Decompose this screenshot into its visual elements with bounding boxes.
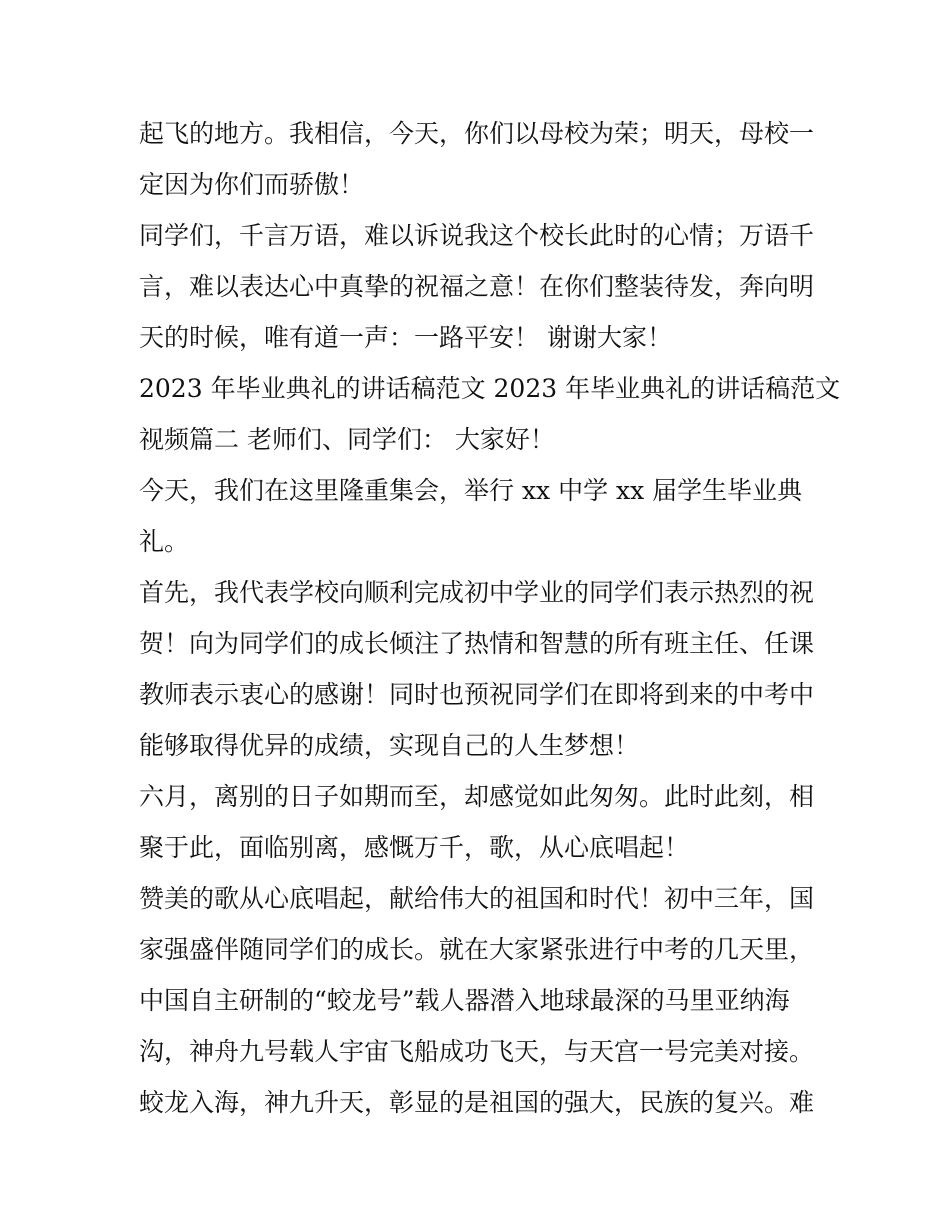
document-body-text [139,108,841,1128]
text-line: 家强盛伴随同学们的成长。就在大家紧张进行中考的几天里， [139,935,815,964]
text-line: 赞美的歌从心底唱起，献给伟大的祖国和时代！初中三年，国 [139,884,815,913]
text-line: 今天，我们在这里隆重集会，举行 xx 中学 xx 届学生毕业典 [139,476,803,505]
text-line: 起飞的地方。我相信，今天，你们以母校为荣；明天，母校一 [139,119,815,148]
text-line: 定因为你们而骄傲！ [139,170,365,199]
text-line: 六月，离别的日子如期而至，却感觉如此匆匆。此时此刻，相 [139,782,815,811]
text-line: 中国自主研制的“蛟龙号”载人器潜入地球最深的马里亚纳海 [139,986,790,1015]
text-line: 蛟龙入海，神九升天，彰显的是祖国的强大，民族的复兴。难 [139,1088,815,1117]
text-line: 首先，我代表学校向顺利完成初中学业的同学们表示热烈的祝 [139,578,815,607]
text-line: 沟，神舟九号载人宇宙飞船成功飞天，与天宫一号完美对接。 [139,1037,815,1066]
text-line: 教师表示衷心的感谢！同时也预祝同学们在即将到来的中考中 [139,680,815,709]
text-line: 同学们，千言万语，难以诉说我这个校长此时的心情；万语千 [139,221,815,250]
text-line: 能够取得优异的成绩，实现自己的人生梦想！ [139,731,640,760]
text-line: 2023 年毕业典礼的讲话稿范文 2023 年毕业典礼的讲话稿范文 [139,374,841,403]
text-line: 礼。 [139,527,190,556]
text-line: 聚于此，面临别离，感慨万千，歌，从心底唱起！ [139,833,690,862]
text-line: 天的时候，唯有道一声：一路平安！ 谢谢大家！ [139,323,672,352]
text-line: 视频篇二 老师们、同学们： 大家好！ [139,425,555,454]
text-line: 言，难以表达心中真挚的祝福之意！在你们整装待发，奔向明 [139,272,815,301]
text-line: 贺！向为同学们的成长倾注了热情和智慧的所有班主任、任课 [139,629,815,658]
